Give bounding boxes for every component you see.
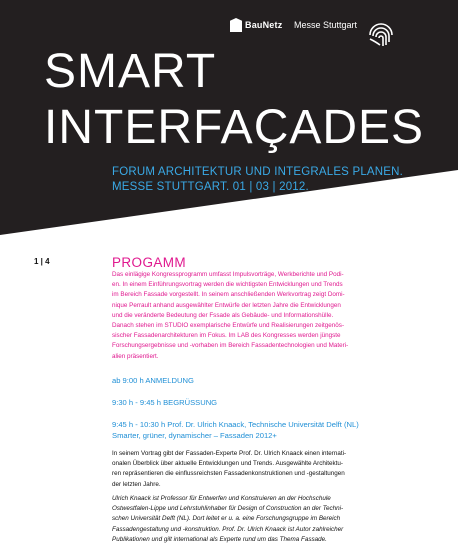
schedule-registration: ab 9:00 h ANMELDUNG — [112, 376, 194, 385]
intro-line: nique Perrault anhand ausgewählter Entwürfe der letzten Jahre die Entwicklungen — [112, 301, 341, 309]
baunetz-logo-icon — [230, 18, 242, 32]
intro-line: Das einlägige Kongressprogramm umfasst Impulsvorträge, Werkberichte und Podi- — [112, 271, 344, 278]
talk-line: In seinem Vortrag gibt der Fassaden-Experte Prof. Dr. Ulrich Knaack einen internati- — [112, 450, 347, 457]
intro-line: Danach stehen im STUDIO exemplarische Entwürfe und Realisierungen zeitgenös- — [112, 322, 345, 330]
talk-line: onalen Überblick über aktuelle Entwicklungen und Trends. Ausgewählte Architektu- — [112, 460, 344, 468]
forum-subtitle-1: FORUM ARCHITEKTUR UND INTEGRALES PLANEN. — [112, 166, 404, 178]
bio-line: Fassadengestaltung und -konstruktion. Prof. Dr. Ulrich Knaack ist Autor zahlreicher — [112, 525, 344, 533]
baunetz-logo[interactable]: BauNetz — [230, 14, 282, 36]
intro-line: sischer Fassadenarchitekturen im Fokus. Im LAB des Kongresses werden jüngste — [112, 332, 341, 340]
talk-description — [112, 449, 412, 490]
title-line-2: INTERFAÇADES — [44, 101, 425, 154]
intro-line: alien präsentiert. — [112, 352, 159, 360]
intro-line: en. In einem Einführungsvortrag werden die wichtigsten Entwicklungen und Trends — [112, 281, 343, 289]
bio-line: Ostwestfalen-Lippe und Lehrstuhlinhaber für Design of Construction an der Techni- — [112, 505, 344, 513]
intro-line: Forschungsergebnisse und -vorhaben im Bereich Fassadentechnologien und Materi- — [112, 342, 349, 350]
intro-paragraph — [112, 270, 412, 362]
schedule-talk-speaker: 9:45 h - 10:30 h Prof. Dr. Ulrich Knaack, Technische Universität Delft (NL) — [112, 420, 359, 429]
intro-line: im Bereich Fassade vorgestellt. In seinem anschließenden Werkvortrag zeigt Domi- — [112, 291, 345, 299]
intro-line: und die veränderte Bedeutung der Fssade als Gebäude- und Informationshülle. — [112, 311, 334, 319]
fingerprint-logo-icon — [366, 18, 396, 48]
talk-line: ren repräsentieren die einflussreichsten Fassadenkonstruktionen und -gestaltungen — [112, 470, 345, 478]
section-heading: PROGAMM — [112, 255, 187, 270]
schedule-welcome: 9:30 h - 9:45 h BEGRÜSSUNG — [112, 398, 218, 407]
messe-stuttgart-logo[interactable]: Messe Stuttgart — [294, 20, 358, 30]
schedule-talk-title: Smarter, grüner, dynamischer – Fassaden 2012+ — [112, 431, 277, 440]
forum-subtitle-2: MESSE STUTTGART. 01 | 03 | 2012. — [112, 181, 309, 193]
speaker-bio — [112, 494, 412, 545]
title-line-1: SMART — [44, 45, 217, 98]
bio-line: Ulrich Knaack ist Professor für Entwerfen und Konstruieren an der Hochschule — [112, 495, 331, 502]
page-number: 1 | 4 — [34, 257, 50, 266]
bio-line: schen Universität Delft (NL). Dort leitet er u. a. eine Forschungsgruppe im Bereich — [112, 515, 341, 523]
talk-line: der letzten Jahre. — [112, 480, 161, 488]
bio-line: Publikationen und gilt international als Experte rund um das Thema Fassade. — [112, 535, 327, 543]
